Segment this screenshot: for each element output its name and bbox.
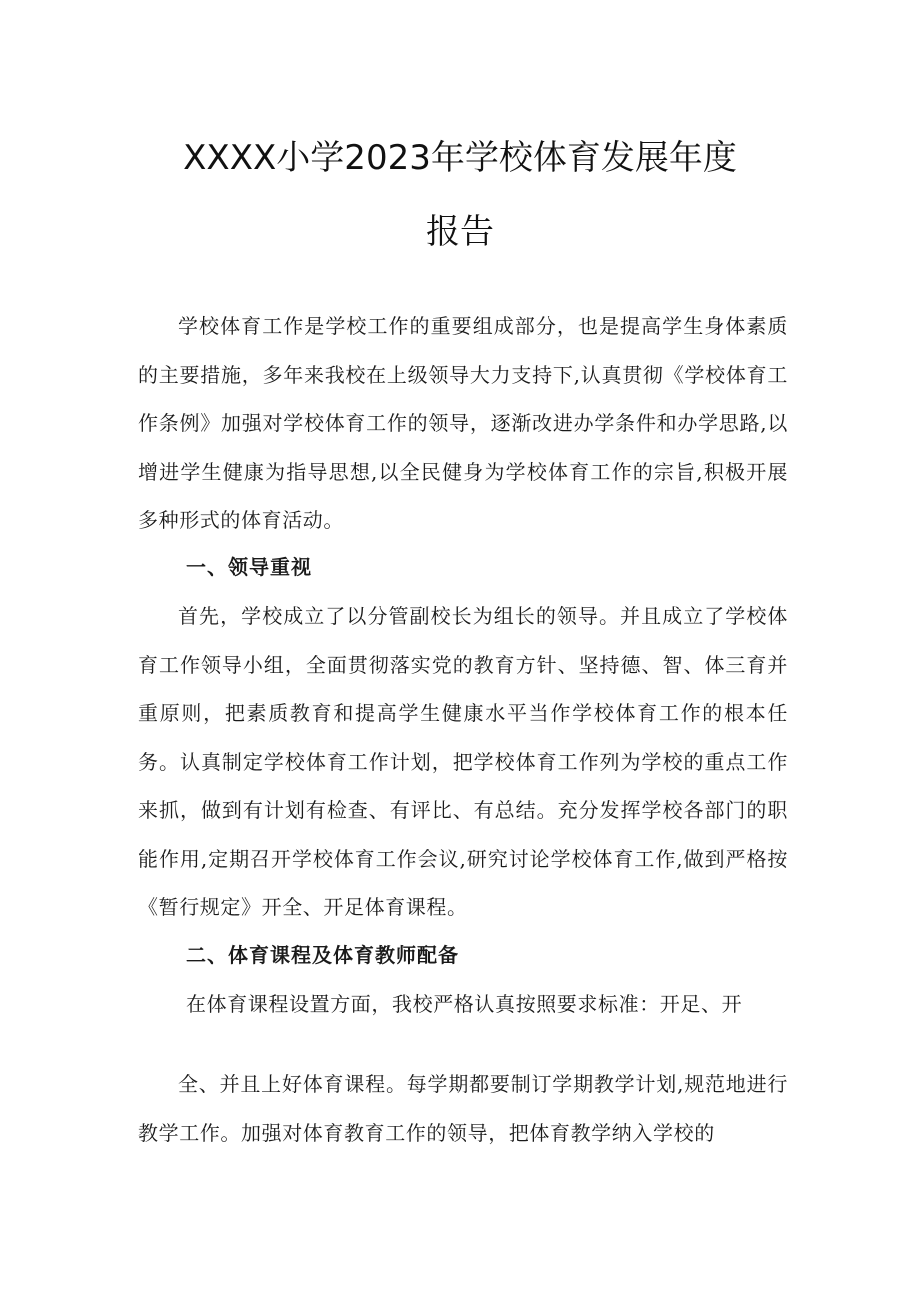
section-1-heading: 一、领导重视: [186, 555, 312, 579]
document-title-line-2: 报告: [426, 212, 494, 252]
document-title-line-1: XXXX小学2023年学校体育发展年度: [183, 138, 737, 178]
section-2-heading: 二、体育课程及体育教师配备: [186, 943, 459, 967]
intro-paragraph: 学校体育工作是学校工作的重要组成部分，也是提高学生身体素质的主要措施，多年来我校在上级领导大力支持下,认真贯彻《学校体育工作条例》加强对学校体育工作的领导，逐渐改进办学条件和办学思路,以增进学生健康为指导思想,以全民健身为学校体育工作的宗旨,积极开展多种形式的体育活动。: [138, 314, 788, 532]
section-1-paragraph: 首先，学校成立了以分管副校长为组长的领导。并且成立了学校体育工作领导小组，全面贯彻落实党的教育方针、坚持德、智、体三育并重原则，把素质教育和提高学生健康水平当作学校体育工作的根本任务。认真制定学校体育工作计划，把学校体育工作列为学校的重点工作来抓，做到有计划有检查、有评比、有总结。充分发挥学校各部门的职能作用,定期召开学校体育工作会议,研究讨论学校体育工作,做到严格按《暂行规定》开全、开足体育课程。: [138, 604, 788, 919]
section-2-first-line: 在体育课程设置方面，我校严格认真按照要求标准：开足、开: [186, 992, 743, 1016]
section-2-paragraph: 全、并且上好体育课程。每学期都要制订学期教学计划,规范地进行教学工作。加强对体育教育工作的领导，把体育教学纳入学校的: [138, 1072, 788, 1145]
